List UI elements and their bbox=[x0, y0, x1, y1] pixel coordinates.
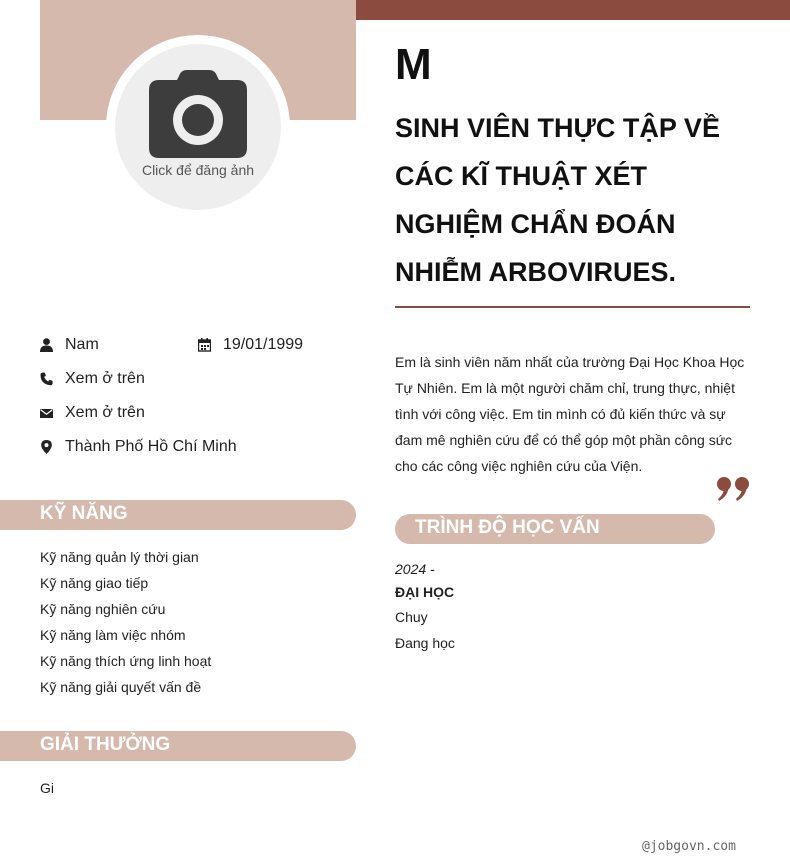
awards-text: Gi bbox=[40, 780, 54, 796]
mail-icon bbox=[40, 406, 53, 420]
birthday-row bbox=[198, 336, 303, 354]
calendar-icon bbox=[198, 338, 211, 352]
quote-icon bbox=[716, 476, 752, 502]
location-pin-icon bbox=[40, 440, 53, 454]
phone-icon bbox=[40, 372, 53, 386]
education-heading-bar bbox=[395, 514, 715, 544]
user-icon bbox=[40, 338, 53, 352]
skill-item: Kỹ năng thích ứng linh hoạt bbox=[40, 653, 212, 669]
birthday-value: 19/01/1999 bbox=[223, 336, 304, 353]
awards-heading: GIẢI THƯỞNG bbox=[40, 734, 171, 755]
camera-icon bbox=[149, 70, 247, 158]
header-accent-band bbox=[356, 0, 790, 20]
education-heading: TRÌNH ĐỘ HỌC VẤN bbox=[415, 517, 600, 538]
address-value: Thành Phố Hồ Chí Minh bbox=[65, 438, 237, 455]
gender-value: Nam bbox=[65, 336, 99, 353]
education-degree: ĐẠI HỌC bbox=[395, 584, 455, 600]
education-major: Chuy bbox=[395, 609, 428, 625]
skills-heading-bar bbox=[0, 500, 356, 530]
skill-item: Kỹ năng giải quyết vấn đề bbox=[40, 679, 202, 695]
skill-item: Kỹ năng quản lý thời gian bbox=[40, 549, 199, 565]
footer-watermark: @jobgovn.com bbox=[642, 839, 736, 854]
skill-item: Kỹ năng nghiên cứu bbox=[40, 601, 166, 617]
job-title: SINH VIÊN THỰC TẬP VỀ CÁC KĨ THUẬT XÉT NGHIỆM CHẨN ĐOÁN NHIỄM ARBOVIRUES. bbox=[395, 113, 720, 287]
awards-heading-bar bbox=[0, 731, 356, 761]
address-row bbox=[40, 438, 237, 456]
skills-heading: KỸ NĂNG bbox=[40, 503, 128, 524]
email-value: Xem ở trên bbox=[65, 404, 145, 421]
phone-row bbox=[40, 370, 145, 388]
skill-item: Kỹ năng làm việc nhóm bbox=[40, 627, 186, 643]
education-year: 2024 - bbox=[395, 561, 435, 577]
avatar-caption: Click để đăng ảnh bbox=[141, 162, 255, 178]
avatar-upload[interactable] bbox=[115, 44, 281, 210]
title-divider bbox=[395, 306, 750, 308]
candidate-name: M bbox=[395, 40, 432, 89]
skill-item: Kỹ năng giao tiếp bbox=[40, 575, 149, 591]
education-status: Đang học bbox=[395, 635, 455, 651]
career-summary: Em là sinh viên năm nhất của trường Đại Học Khoa Học Tự Nhiên. Em là một người chăm chỉ, trung thực, nhiệt tình với công việc. Em tin mình có đủ kiến thức và sự đam mê nghiên cứu để có thể góp một phần công sức cho các công việc nghiên cứu của Viện. bbox=[395, 354, 745, 474]
gender-row bbox=[40, 336, 99, 354]
phone-value: Xem ở trên bbox=[65, 370, 145, 387]
email-row bbox=[40, 404, 145, 422]
